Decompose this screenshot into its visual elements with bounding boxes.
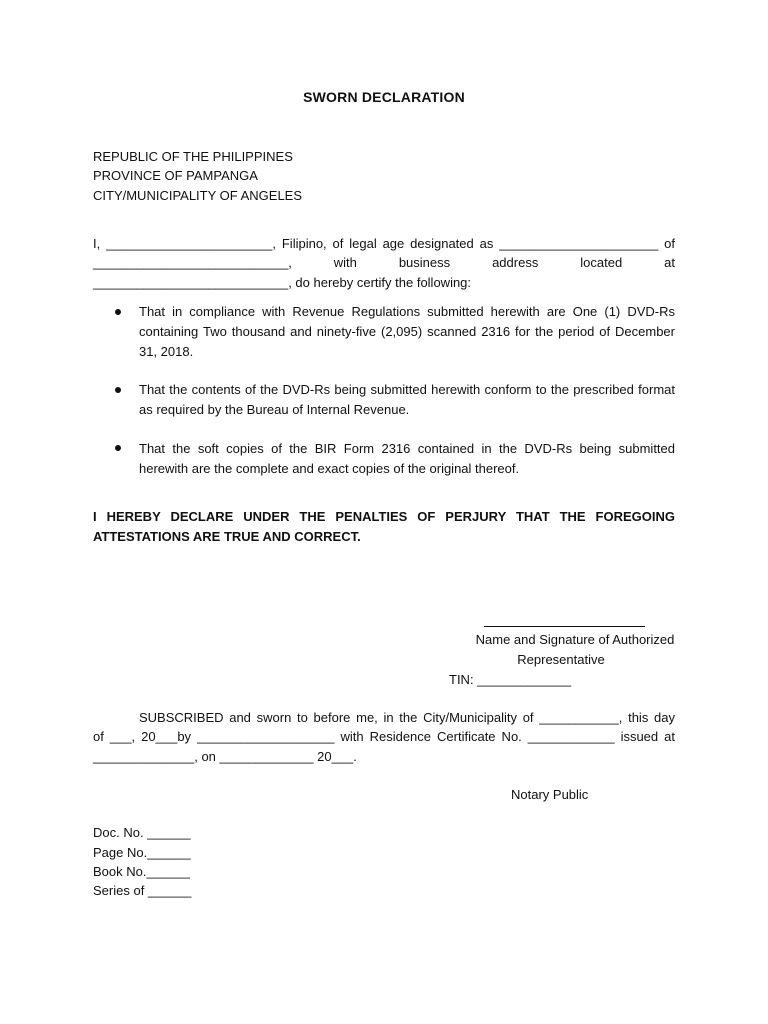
page-no-field: Page No.______ xyxy=(93,845,191,860)
perjury-declaration: I HEREBY DECLARE UNDER THE PENALTIES OF PERJURY THAT THE FOREGOING ATTESTATIONS ARE TRUE AND CORRECT. xyxy=(93,509,675,544)
notary-public-label: Notary Public xyxy=(511,787,589,802)
signature-label-2: Representative xyxy=(517,652,605,667)
series-of-field: Series of ______ xyxy=(93,883,192,898)
intro-line-2-word: with xyxy=(333,255,357,270)
location-country: REPUBLIC OF THE PHILIPPINES xyxy=(93,149,293,164)
doc-no-field: Doc. No. ______ xyxy=(93,825,191,840)
jurat-line-2: of ___, 20___by ___________________ with Residence Certificate No. ____________ issued at xyxy=(93,729,675,744)
intro-line-2-word: address xyxy=(492,255,539,270)
bullet-icon xyxy=(115,387,121,393)
bullet-icon xyxy=(115,309,121,315)
intro-line-2 xyxy=(93,255,675,270)
intro-line-3: ___________________________, do hereby certify the following: xyxy=(93,275,472,290)
intro-line-2-word: at xyxy=(664,255,675,270)
location-province: PROVINCE OF PAMPANGA xyxy=(93,168,258,183)
signature-label: Name and Signature of Authorized xyxy=(475,632,675,647)
bullet-icon xyxy=(115,445,121,451)
page-title: SWORN DECLARATION xyxy=(303,89,465,105)
bullet-item-3: That the soft copies of the BIR Form 2316 contained in the DVD-Rs being submitted herewith are the complete and exact copies of the original thereof. xyxy=(139,441,675,476)
book-no-field: Book No.______ xyxy=(93,864,190,879)
intro-line-2-blank: ___________________________, xyxy=(93,255,292,270)
jurat-line-1: SUBSCRIBED and sworn to before me, in the City/Municipality of ___________, this day xyxy=(139,710,675,725)
intro-line-2-word: located xyxy=(580,255,623,270)
intro-line-1: I, _______________________, Filipino, of legal age designated as ______________________ of xyxy=(93,236,675,251)
bullet-item-1: That in compliance with Revenue Regulations submitted herewith are One (1) DVD-Rs containing Two thousand and ninety-five (2,095) scanned 2316 for the period of December 31, 2018. xyxy=(139,304,675,359)
intro-line-2-word: business xyxy=(398,255,451,270)
jurat-line-3: ______________, on _____________ 20___. xyxy=(93,749,357,764)
tin-field: TIN: _____________ xyxy=(449,672,572,687)
signature-line xyxy=(484,626,645,627)
location-city: CITY/MUNICIPALITY OF ANGELES xyxy=(93,188,303,203)
bullet-item-2: That the contents of the DVD-Rs being submitted herewith conform to the prescribed format as required by the Bureau of Internal Revenue. xyxy=(139,382,675,417)
